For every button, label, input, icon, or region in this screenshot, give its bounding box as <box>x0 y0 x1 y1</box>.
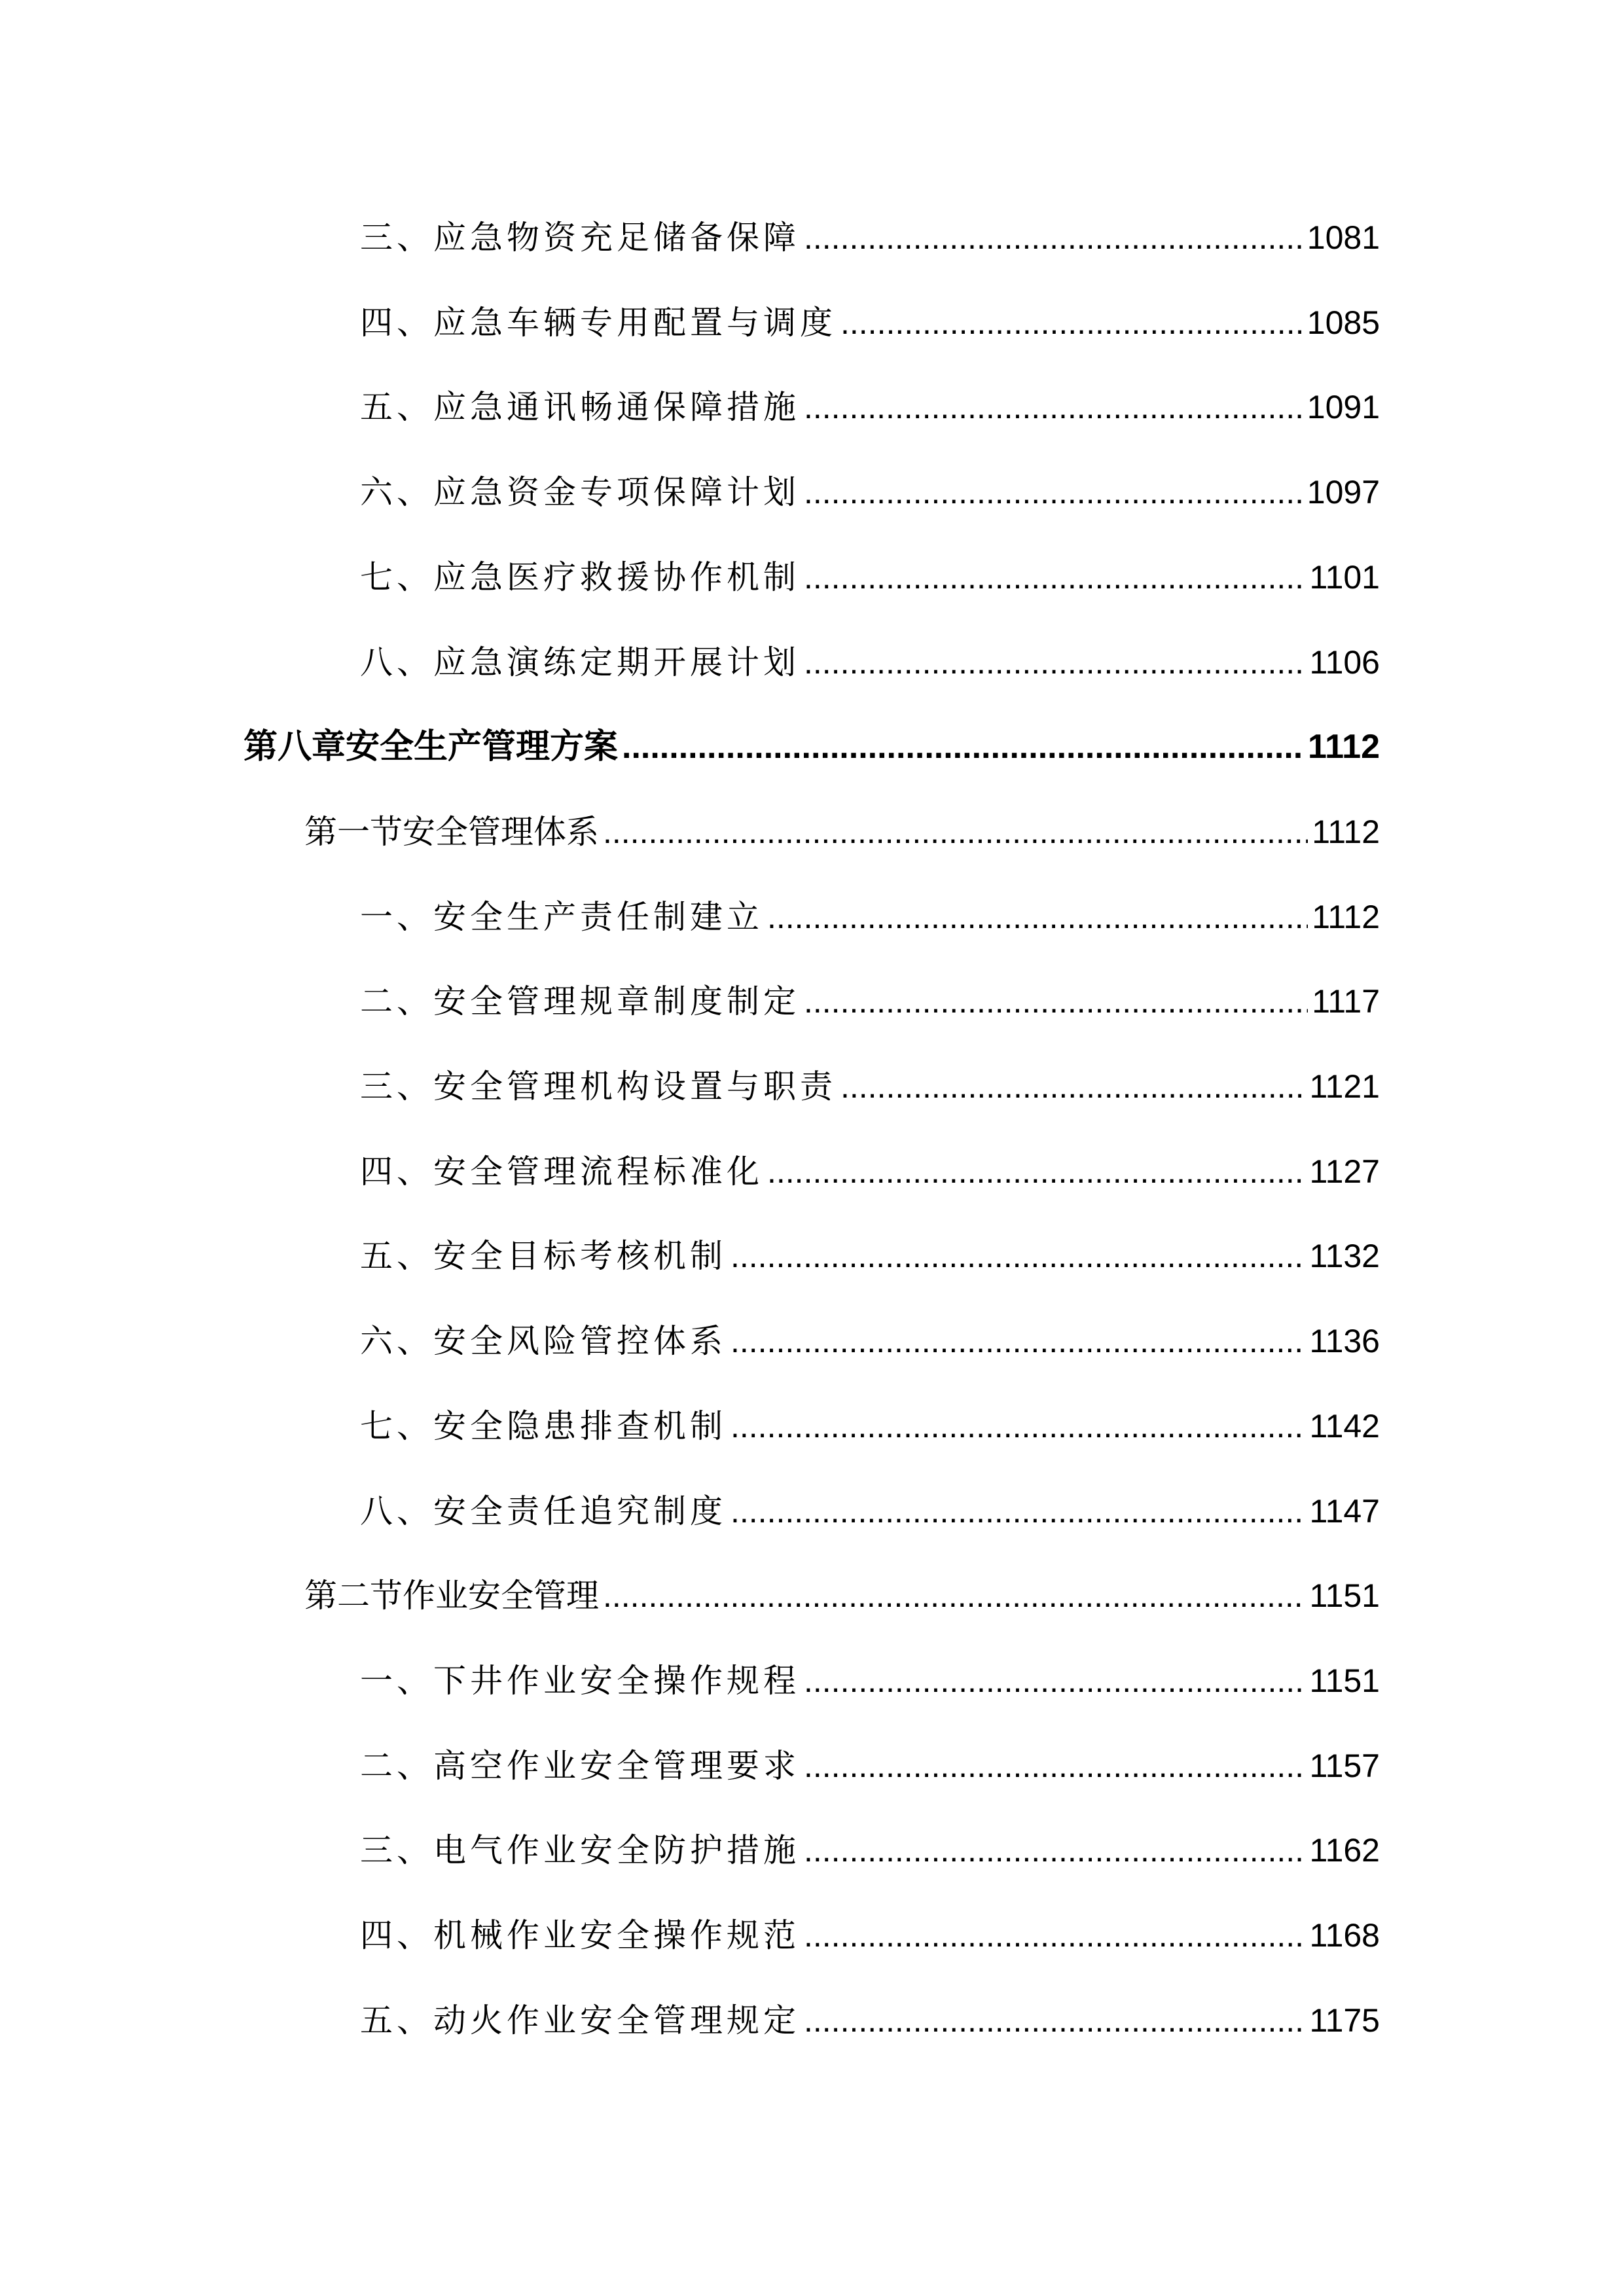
toc-page-number: 1112 <box>1312 899 1380 935</box>
toc-entry-title: 二、高空作业安全管理要求 <box>360 1747 800 1785</box>
toc-subsection-entry[interactable] <box>360 1145 1380 1198</box>
toc-entry-title: 一、安全生产责任制建立 <box>360 898 763 936</box>
toc-entry-title: 三、安全管理机构设置与职责 <box>360 1067 837 1105</box>
toc-page-number: 1117 <box>1312 983 1380 1020</box>
toc-entry-title: 六、安全风险管控体系 <box>360 1322 727 1360</box>
toc-subsection-entry[interactable] <box>360 466 1380 518</box>
toc-entry-title: 五、应急通讯畅通保障措施 <box>360 388 800 426</box>
toc-dot-leader <box>804 1740 1305 1792</box>
toc-subsection-entry[interactable] <box>360 211 1380 264</box>
toc-dot-leader <box>767 1145 1305 1198</box>
toc-page-number: 1132 <box>1309 1238 1380 1274</box>
toc-page-number: 1168 <box>1309 1917 1380 1954</box>
toc-entry-title: 三、电气作业安全防护措施 <box>360 1831 800 1869</box>
toc-page-number: 1085 <box>1307 304 1380 341</box>
toc-dot-leader <box>804 1909 1305 1962</box>
toc-entry-title: 八、应急演练定期开展计划 <box>360 643 800 681</box>
toc-page-number: 1112 <box>1308 728 1380 766</box>
toc-page-number: 1157 <box>1309 1748 1380 1784</box>
toc-subsection-entry[interactable] <box>360 1655 1380 1707</box>
toc-dot-leader <box>804 1994 1305 2047</box>
toc-subsection-entry[interactable] <box>360 1994 1380 2047</box>
toc-subsection-entry[interactable] <box>360 296 1380 349</box>
toc-entry-title: 第一节安全管理体系 <box>304 813 599 851</box>
toc-subsection-entry[interactable] <box>360 1230 1380 1282</box>
toc-dot-leader <box>804 381 1303 433</box>
toc-entry-title: 三、应急物资充足储备保障 <box>360 219 800 257</box>
toc-dot-leader <box>603 1570 1305 1622</box>
toc-page-number: 1175 <box>1309 2002 1380 2039</box>
toc-dot-leader <box>731 1400 1305 1452</box>
toc-entry-title: 七、安全隐患排查机制 <box>360 1407 727 1445</box>
toc-dot-leader <box>840 296 1303 349</box>
toc-entry-title: 四、应急车辆专用配置与调度 <box>360 304 837 342</box>
toc-dot-leader <box>731 1230 1305 1282</box>
toc-dot-leader <box>603 806 1308 858</box>
toc-page-number: 1147 <box>1309 1493 1380 1530</box>
toc-subsection-entry[interactable] <box>360 1740 1380 1792</box>
toc-page-number: 1097 <box>1307 474 1380 511</box>
toc-page-number: 1091 <box>1307 389 1380 425</box>
toc-dot-leader <box>622 721 1304 773</box>
toc-section-entry[interactable] <box>304 1570 1380 1622</box>
toc-section-entry[interactable] <box>304 806 1380 858</box>
toc-entry-title: 第二节作业安全管理 <box>304 1577 599 1615</box>
toc-entry-title: 八、安全责任追究制度 <box>360 1492 727 1530</box>
toc-page-number: 1106 <box>1309 644 1380 681</box>
toc-subsection-entry[interactable] <box>360 1060 1380 1113</box>
toc-entry-title: 四、机械作业安全操作规范 <box>360 1916 800 1954</box>
toc-subsection-entry[interactable] <box>360 891 1380 943</box>
toc-entry-title: 二、安全管理规章制度制定 <box>360 982 800 1020</box>
toc-dot-leader <box>804 975 1308 1028</box>
toc-subsection-entry[interactable] <box>360 1400 1380 1452</box>
toc-subsection-entry[interactable] <box>360 551 1380 603</box>
toc-entry-title: 六、应急资金专项保障计划 <box>360 473 800 511</box>
toc-dot-leader <box>731 1315 1305 1367</box>
toc-dot-leader <box>731 1485 1305 1537</box>
toc-page-number: 1121 <box>1309 1068 1380 1105</box>
toc-dot-leader <box>767 891 1308 943</box>
toc-chapter-entry[interactable] <box>244 721 1380 773</box>
toc-entry-title: 第八章安全生产管理方案 <box>244 727 619 766</box>
toc-subsection-entry[interactable] <box>360 1485 1380 1537</box>
toc-subsection-entry[interactable] <box>360 975 1380 1028</box>
toc-dot-leader <box>804 1824 1305 1876</box>
toc-subsection-entry[interactable] <box>360 1315 1380 1367</box>
toc-page-number: 1162 <box>1309 1832 1380 1869</box>
toc-dot-leader <box>804 551 1305 603</box>
toc-entry-title: 五、动火作业安全管理规定 <box>360 2001 800 2039</box>
toc-subsection-entry[interactable] <box>360 1909 1380 1962</box>
toc-page-number: 1081 <box>1307 219 1380 256</box>
toc-dot-leader <box>804 1655 1305 1707</box>
toc-subsection-entry[interactable] <box>360 1824 1380 1876</box>
toc-entry-title: 一、下井作业安全操作规程 <box>360 1662 800 1700</box>
toc-entry-title: 四、安全管理流程标准化 <box>360 1153 763 1191</box>
toc-page-number: 1136 <box>1309 1323 1380 1359</box>
toc-page-number: 1151 <box>1309 1662 1380 1699</box>
toc-subsection-entry[interactable] <box>360 636 1380 689</box>
toc-dot-leader <box>804 636 1305 689</box>
toc-dot-leader <box>804 466 1303 518</box>
toc-subsection-entry[interactable] <box>360 381 1380 433</box>
toc-dot-leader <box>840 1060 1305 1113</box>
toc-page-number: 1127 <box>1309 1153 1380 1190</box>
toc-dot-leader <box>804 211 1303 264</box>
toc-page-number: 1142 <box>1309 1408 1380 1444</box>
toc-page-number: 1101 <box>1309 559 1380 596</box>
toc-entry-title: 七、应急医疗救援协作机制 <box>360 558 800 596</box>
toc-entry-title: 五、安全目标考核机制 <box>360 1237 727 1275</box>
toc-page-number: 1151 <box>1309 1577 1380 1614</box>
toc-page-number: 1112 <box>1312 814 1380 850</box>
